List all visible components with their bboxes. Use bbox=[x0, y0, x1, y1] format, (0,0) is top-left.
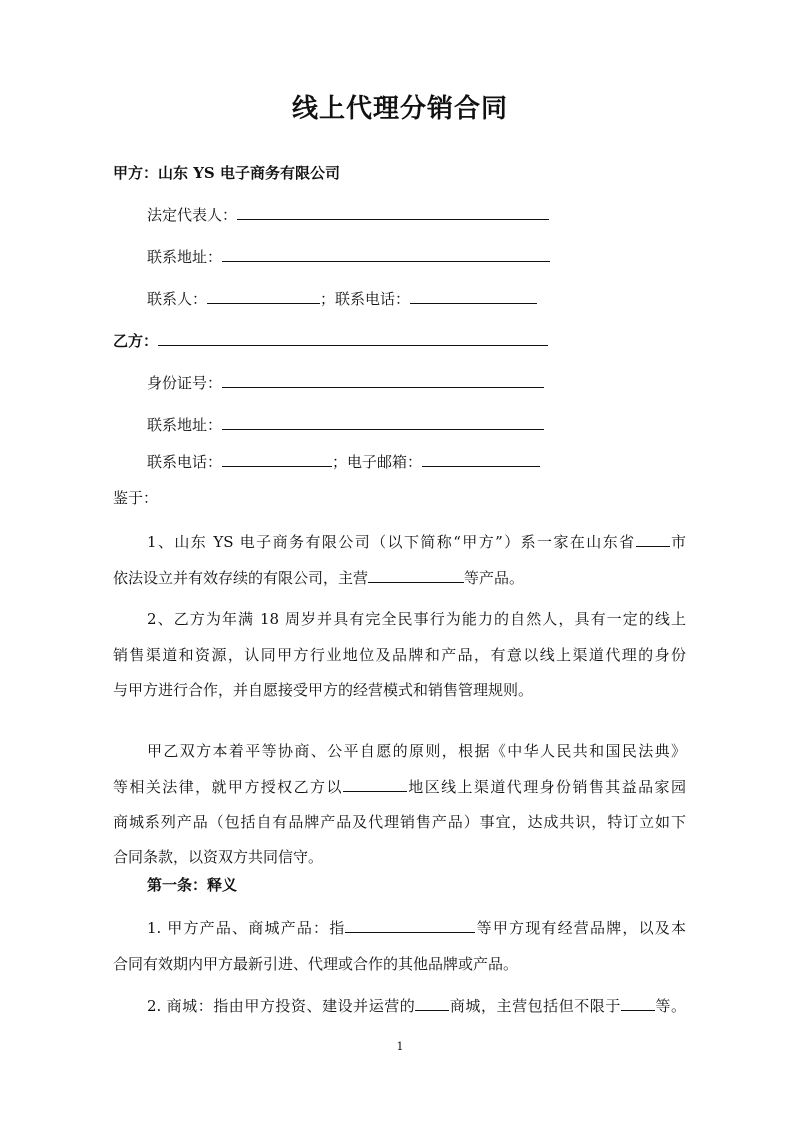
p3-line2: 等相关法律，就甲方授权乙方以 地区线上渠道代理身份销售其益品家园 bbox=[113, 778, 686, 796]
p3-line1: 甲乙双方本着平等协商、公平自愿的原则，根据《中华人民共和国民法典》 bbox=[147, 742, 686, 760]
products-blank[interactable] bbox=[368, 568, 464, 583]
phone-blank[interactable] bbox=[410, 289, 537, 304]
party-a-address: 联系地址： bbox=[147, 247, 550, 267]
id-blank[interactable] bbox=[222, 373, 544, 388]
email-blank[interactable] bbox=[422, 452, 540, 467]
party-b-contact: 联系电话： ；电子邮箱： bbox=[147, 452, 540, 472]
p3-line3: 商城系列产品（包括自有品牌产品及代理销售产品）事宜，达成共识，特订立如下 bbox=[113, 813, 686, 831]
party-b-blank[interactable] bbox=[158, 331, 548, 346]
brands-blank[interactable] bbox=[345, 918, 475, 933]
p3-line4: 合同条款，以资双方共同信守。 bbox=[113, 848, 324, 866]
party-a-rep: 法定代表人： bbox=[147, 205, 549, 225]
art1-item2: 2. 商城：指由甲方投资、建设并运营的 商城，主营包括但不限于 等。 bbox=[147, 997, 686, 1015]
whereas-label: 鉴于： bbox=[113, 489, 159, 507]
document-title: 线上代理分销合同 bbox=[291, 94, 508, 124]
party-b: 乙方： bbox=[113, 331, 548, 351]
scope-blank[interactable] bbox=[621, 996, 655, 1011]
party-a-contact: 联系人： ；联系电话： bbox=[147, 289, 537, 309]
address-blank[interactable] bbox=[222, 247, 550, 262]
p1-line2: 依法设立并有效存续的有限公司，主营 等产品。 bbox=[113, 569, 525, 587]
party-a-label: 甲方：山东 YS 电子商务有限公司 bbox=[113, 164, 340, 182]
article-1-heading: 第一条：释义 bbox=[147, 876, 238, 894]
address-blank[interactable] bbox=[222, 415, 544, 430]
p1-line1: 1、山东 YS 电子商务有限公司（以下简称“甲方”）系一家在山东省 市 bbox=[147, 533, 686, 551]
art1-item1-line1: 1. 甲方产品、商城产品：指 等甲方现有经营品牌，以及本 bbox=[147, 919, 686, 937]
contact-blank[interactable] bbox=[207, 289, 320, 304]
party-b-id: 身份证号： bbox=[147, 373, 544, 393]
art1-item1-line2: 合同有效期内甲方最新引进、代理或合作的其他品牌或产品。 bbox=[113, 955, 519, 973]
phone-blank[interactable] bbox=[222, 452, 332, 467]
mall-blank[interactable] bbox=[415, 996, 449, 1011]
rep-blank[interactable] bbox=[237, 205, 549, 220]
p2-line1: 2、乙方为年满 18 周岁并具有完全民事行为能力的自然人，具有一定的线上 bbox=[147, 610, 686, 628]
city-blank[interactable] bbox=[636, 532, 670, 547]
p2-line2: 销售渠道和资源，认同甲方行业地位及品牌和产品，有意以线上渠道代理的身份 bbox=[113, 646, 686, 664]
party-b-address: 联系地址： bbox=[147, 415, 544, 435]
p2-line3: 与甲方进行合作，并自愿接受甲方的经营模式和销售管理规则。 bbox=[113, 681, 534, 699]
region-blank[interactable] bbox=[343, 777, 407, 792]
page-number: 1 bbox=[396, 1040, 404, 1053]
